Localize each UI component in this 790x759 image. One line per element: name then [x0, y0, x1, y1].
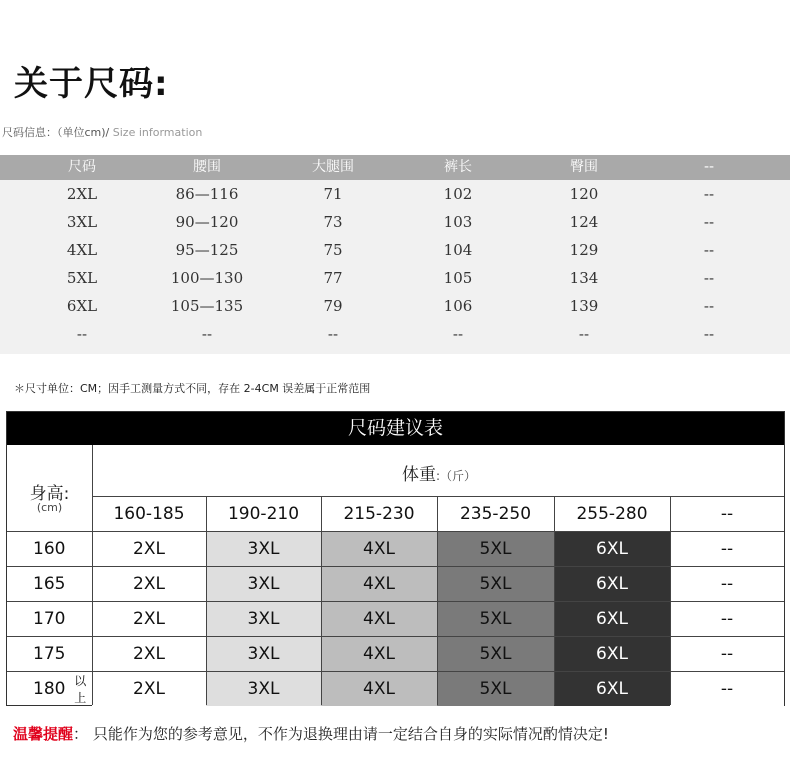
- grid-line: [7, 531, 784, 532]
- size-chart-header-cell: --: [703, 159, 715, 175]
- weight-range-cell: 160-185: [113, 503, 185, 524]
- weight-range-cell: 255-280: [576, 503, 648, 524]
- recommended-size-cell: 6XL: [554, 531, 670, 566]
- size-chart-row: [0, 264, 790, 292]
- recommended-size-cell: 2XL: [92, 531, 206, 566]
- size-chart-cell: 75: [323, 241, 343, 259]
- size-chart-cell: 6XL: [66, 297, 98, 315]
- height-value-cell: [7, 566, 92, 601]
- grid-line: [554, 496, 555, 705]
- size-chart-cell: 129: [569, 241, 599, 259]
- recommended-size-cell: --: [670, 671, 784, 706]
- size-chart-cell: 73: [323, 213, 343, 231]
- recommended-size-cell: --: [670, 601, 784, 636]
- size-chart-header-cell: 腰围: [193, 159, 221, 175]
- weight-unit: :（斤）: [435, 469, 477, 483]
- size-chart-header-cell: 裤长: [444, 159, 472, 175]
- size-chart-cell: 86—116: [175, 185, 239, 203]
- recommended-size-cell: 5XL: [437, 636, 554, 671]
- height-value-cell: [7, 531, 92, 566]
- grid-line: [7, 566, 784, 567]
- grid-line: [92, 496, 784, 497]
- height-value: 160: [33, 538, 66, 559]
- size-chart-cell: --: [703, 185, 715, 203]
- grid-line: [437, 496, 438, 705]
- recommended-size-cell: 3XL: [206, 636, 321, 671]
- height-suffix: 以上: [74, 673, 87, 705]
- size-chart-cell: --: [452, 325, 464, 343]
- recommended-size-cell: 3XL: [206, 531, 321, 566]
- grid-line: [206, 496, 207, 705]
- recommended-size-cell: 3XL: [206, 601, 321, 636]
- size-chart-row: [0, 320, 790, 348]
- weight-label-cell: [92, 445, 786, 496]
- recommended-size-cell: 3XL: [206, 566, 321, 601]
- recommended-size-cell: 5XL: [437, 566, 554, 601]
- recommended-size-cell: 4XL: [321, 636, 437, 671]
- size-chart-cell: --: [76, 325, 88, 343]
- recommended-size-cell: --: [670, 566, 784, 601]
- size-chart-cell: --: [327, 325, 339, 343]
- size-chart-cell: 139: [569, 297, 599, 315]
- size-chart-cell: 2XL: [66, 185, 98, 203]
- recommended-size-cell: 6XL: [554, 601, 670, 636]
- grid-line: [670, 496, 671, 705]
- recommended-size-cell: 3XL: [206, 671, 321, 706]
- recommended-size-cell: 5XL: [437, 601, 554, 636]
- reminder-note: [13, 723, 609, 744]
- recommended-size-cell: 6XL: [554, 671, 670, 706]
- grid-line: [7, 636, 784, 637]
- recommended-size-cell: 2XL: [92, 636, 206, 671]
- size-chart-row: [0, 208, 790, 236]
- recommended-size-cell: 4XL: [321, 601, 437, 636]
- height-value-cell: [7, 671, 92, 706]
- size-chart-cell: 3XL: [66, 213, 98, 231]
- size-chart-header-cell: 大腿围: [312, 159, 354, 175]
- height-value: 175: [33, 643, 66, 664]
- weight-range-cell: 235-250: [459, 503, 532, 524]
- size-chart-header-cell: 尺码: [68, 159, 96, 175]
- height-value: 180: [33, 678, 66, 699]
- grid-line: [7, 671, 784, 672]
- size-chart-cell: 90—120: [175, 213, 239, 231]
- height-value: 165: [33, 573, 66, 594]
- height-unit: (cm): [36, 501, 63, 514]
- height-value-cell: [7, 601, 92, 636]
- reminder-text: 只能作为您的参考意见，不作为退换理由请一定结合自身的实际情况酌情决定!: [92, 725, 609, 743]
- size-chart-row: [0, 236, 790, 264]
- height-value: 170: [33, 608, 66, 629]
- size-chart-cell: 79: [323, 297, 343, 315]
- recommended-size-cell: --: [670, 531, 784, 566]
- size-info-english: Size information: [109, 126, 203, 139]
- height-value-cell: [7, 636, 92, 671]
- size-chart-cell: 102: [443, 185, 473, 203]
- size-chart-row: [0, 180, 790, 208]
- size-chart-cell: 105—135: [170, 297, 244, 315]
- size-chart-row: [0, 292, 790, 320]
- size-info-label: 尺码信息：（单位cm)/: [2, 126, 110, 139]
- page-title: 关于尺码:: [14, 64, 169, 104]
- size-chart-cell: 104: [443, 241, 473, 259]
- recommended-size-cell: 4XL: [321, 671, 437, 706]
- reminder-label: 温馨提醒: [13, 725, 74, 743]
- size-chart-cell: 100—130: [170, 269, 244, 287]
- grid-line: [321, 496, 322, 705]
- recommended-size-cell: 6XL: [554, 636, 670, 671]
- size-chart-cell: --: [703, 241, 715, 259]
- size-chart-cell: 4XL: [66, 241, 98, 259]
- size-chart-cell: 5XL: [66, 269, 98, 287]
- recommended-size-cell: 2XL: [92, 566, 206, 601]
- size-chart-cell: --: [703, 269, 715, 287]
- size-chart-cell: --: [201, 325, 213, 343]
- size-chart-cell: 77: [323, 269, 343, 287]
- size-chart-cell: --: [578, 325, 590, 343]
- measurement-note: ＊尺寸单位：CM；因手工测量方式不同，存在 2-4CM 误差属于正常范围: [14, 382, 371, 395]
- size-chart-cell: 124: [569, 213, 599, 231]
- size-info-caption: [2, 124, 202, 140]
- height-label-cell: [7, 445, 92, 531]
- size-chart-cell: --: [703, 297, 715, 315]
- size-chart-cell: --: [703, 213, 715, 231]
- size-chart-header-row: [0, 155, 790, 180]
- recommended-size-cell: 4XL: [321, 531, 437, 566]
- grid-line: [92, 445, 93, 705]
- recommended-size-cell: 5XL: [437, 671, 554, 706]
- height-label: 身高:: [29, 484, 70, 504]
- size-chart-cell: --: [703, 325, 715, 343]
- size-chart-cell: 71: [323, 185, 343, 203]
- recommended-size-cell: 2XL: [92, 671, 206, 706]
- size-chart-cell: 95—125: [175, 241, 239, 259]
- weight-range-cell: 215-230: [343, 503, 415, 524]
- reminder-colon: ：: [73, 725, 89, 743]
- size-chart-cell: 106: [443, 297, 473, 315]
- recommended-size-cell: 2XL: [92, 601, 206, 636]
- weight-range-cell: 190-210: [227, 503, 300, 524]
- size-chart-cell: 103: [443, 213, 473, 231]
- recommended-size-cell: --: [670, 636, 784, 671]
- size-chart-cell: 105: [443, 269, 473, 287]
- size-chart-table: [0, 155, 790, 354]
- recommended-size-cell: 4XL: [321, 566, 437, 601]
- weight-range-cell: --: [720, 503, 734, 524]
- size-chart-cell: 134: [569, 269, 599, 287]
- recommendation-title: 尺码建议表: [7, 412, 784, 445]
- recommended-size-cell: 5XL: [437, 531, 554, 566]
- size-chart-cell: 120: [569, 185, 599, 203]
- recommended-size-cell: 6XL: [554, 566, 670, 601]
- size-chart-header-cell: 臀围: [570, 159, 598, 175]
- grid-line: [7, 601, 784, 602]
- weight-label: 体重: [401, 465, 436, 485]
- size-recommendation-table: [6, 411, 785, 706]
